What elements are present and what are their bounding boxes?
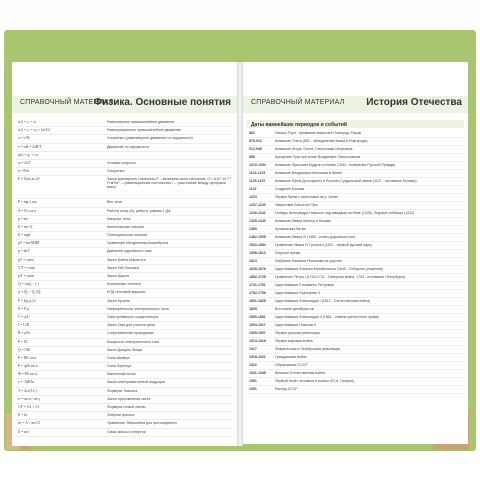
history-row [247, 258, 464, 266]
formula-row [16, 379, 233, 387]
formula-row [16, 396, 233, 404]
formula-description: Равномерное прямолинейное движение [107, 120, 175, 124]
physics-formula-list [16, 119, 233, 437]
history-event: Княжение Ярослава Мудрого в Киеве (1054 - появление Русской Правды) [275, 163, 396, 168]
history-year: 1917 [249, 347, 257, 352]
history-year: 1325-1340 [249, 219, 266, 224]
formula-row [16, 265, 233, 273]
formula-row [16, 330, 233, 338]
history-row [247, 274, 464, 282]
formula-row [16, 144, 233, 152]
formula-row [16, 281, 233, 289]
history-row [247, 346, 464, 354]
formula-row [16, 339, 233, 347]
history-year: 1825 [249, 307, 257, 312]
history-row [247, 378, 464, 386]
history-year: 1741-1761 [249, 283, 266, 288]
formula-row [16, 176, 233, 199]
formula-description: Ускорение (равномерное движение по окружности) [107, 136, 193, 141]
formula-text: p/T = const [18, 274, 35, 278]
history-row [247, 338, 464, 346]
formula-description: Сила Лоренца [107, 364, 132, 369]
formula-description: Сила Ампера [107, 355, 130, 360]
history-row [247, 322, 464, 330]
history-year: 1801-1825 [249, 299, 266, 304]
history-year: 1914-1918 [249, 339, 266, 344]
history-event: Победы Александра Невского над шведами на Неве (1240), Ледовое побоище (1242) [275, 211, 415, 216]
formula-description: Ускорение [107, 169, 125, 174]
history-row [247, 306, 464, 314]
formula-description: Уравнение Менделеева-Клапейрона [107, 241, 169, 246]
history-event: Нашествие Батыя на Русь [275, 203, 318, 208]
formula-text: ε = -ΔΦ/Δt [18, 380, 34, 385]
history-row [247, 290, 464, 298]
formula-row [16, 420, 233, 428]
formula-text: v = ωR = 2πR/T [18, 144, 42, 149]
history-year: 912-945 [249, 147, 262, 152]
formula-text: F = k|q₁q₂|/r² [18, 298, 37, 303]
right-header-label: СПРАВОЧНЫЙ МАТЕРИАЛ [251, 99, 345, 106]
formula-description: Работа силы (А), работа, равная 1 Дж [107, 208, 171, 213]
formula-text: T = 2π√(LC) [18, 388, 37, 393]
formula-row [16, 160, 233, 168]
history-row [247, 234, 464, 242]
history-event: Великая Отечественная война [275, 371, 325, 376]
formula-row [16, 127, 233, 135]
history-event: Февральская и Октябрьская революции [275, 347, 341, 352]
formula-description: Угловая скорость [107, 160, 137, 165]
history-row [247, 138, 464, 146]
history-event: Царствование Александра I (1812 - Отечественная война) [275, 299, 371, 304]
history-event: Гражданская война [275, 355, 307, 360]
history-year: 1922 [249, 363, 257, 368]
history-event: Княжение Владимира Мономаха в Киеве [275, 171, 342, 176]
formula-row [16, 208, 233, 216]
history-row [247, 250, 464, 258]
history-event: Создание Москвы [275, 187, 305, 192]
history-event: Царствование Николая II [275, 323, 316, 328]
history-year: 879-912 [249, 139, 262, 144]
formula-text: p = mv [18, 216, 29, 221]
formula-text: s(t) = s₀ + vt [18, 120, 36, 124]
formula-row [16, 298, 233, 306]
history-row [247, 210, 464, 218]
history-row [247, 370, 464, 378]
formula-description: Давление идеального газа [107, 249, 152, 254]
history-event: Царствование Алексея Михайловича (1649 - Соборное уложение) [275, 267, 383, 272]
formula-description: Закон Бойля-Мариотта [107, 257, 146, 262]
history-year: 1125-1157 [249, 179, 266, 184]
history-year: 1147 [249, 187, 257, 192]
formula-text: V/T = const [18, 265, 36, 270]
history-event: Княжение Игоря, Ольги, Святослава Игоревича [275, 147, 353, 152]
formula-text: A = Fs cos α [18, 208, 37, 213]
history-event: Княжение Олега (882 - объединение Киева и Новгорода) [275, 139, 368, 144]
formula-text: 1/F = 1/d + 1/f [18, 405, 40, 409]
history-year: 1961 [249, 379, 257, 384]
formula-description: Закон Шарля [107, 274, 129, 278]
history-row [247, 266, 464, 274]
formula-description: Закон Гей-Люссака [107, 265, 139, 270]
formula-text: E = hν [18, 413, 28, 418]
formula-text: Q = I²Rt [18, 347, 31, 352]
formula-row [16, 199, 233, 207]
history-event: Распад СССР [275, 387, 298, 392]
history-year: 1113-1125 [249, 171, 266, 176]
formula-description: Сопротивление проводника [107, 331, 154, 336]
formula-text: s(t) = s₀ + v₀t + (at²)/2 [18, 128, 50, 133]
history-row [247, 186, 464, 194]
formula-description: Потенциальная энергия [107, 233, 148, 238]
formula-row [16, 289, 233, 297]
history-year: 1918-1922 [249, 355, 266, 360]
formula-row [16, 216, 233, 224]
history-row [247, 386, 464, 394]
history-row [247, 170, 464, 178]
left-header-label: СПРАВОЧНЫЙ МАТЕРИАЛ [20, 99, 114, 106]
history-event: Образование СССР [275, 363, 308, 368]
history-row [247, 242, 464, 250]
formula-description: Формула тонкой линзы [107, 405, 146, 409]
formula-description: Магнитный поток [107, 372, 136, 377]
history-event: Первая русская революция [275, 331, 320, 336]
formula-text: C = q/U [18, 314, 30, 319]
formula-text: F = G(m₁m₂)/r² [18, 177, 41, 182]
formula-description: Импульс тела [107, 216, 131, 221]
history-row [247, 130, 464, 138]
history-event: Куликовская битва [275, 227, 306, 232]
history-row [247, 298, 464, 306]
formula-row [16, 363, 233, 371]
formula-text: pV = (m/M)RT [18, 241, 40, 246]
formula-row [16, 224, 233, 232]
history-year: 1905-1907 [249, 331, 266, 336]
formula-description: Закон Ома для участка цепи [107, 323, 155, 328]
history-year: 1855-1881 [249, 315, 266, 320]
history-row [247, 218, 464, 226]
formula-row [16, 248, 233, 256]
history-row [247, 194, 464, 202]
formula-text: a = v²/R [18, 136, 30, 141]
formula-description: Мощность электрического тока [107, 339, 160, 344]
section-title-bar [247, 120, 464, 128]
history-event: Княжение Ивана Калиты в Москве [275, 219, 331, 224]
history-row [247, 146, 464, 154]
formula-text: p = nkT [18, 249, 30, 254]
history-row [247, 330, 464, 338]
formula-description: КПД тепловой машины [107, 290, 146, 295]
history-event: Княжение Юрия Долгорукого в Ростово-Суздальской земле (1147 - основание Москвы) [275, 179, 417, 184]
formula-text: E = mgh [18, 233, 31, 238]
formula-text: Q = cm(t₂ - t₁) [18, 282, 39, 287]
formula-description: Закон электромагнитной индукции [107, 380, 165, 385]
background [0, 0, 480, 30]
formula-row [16, 232, 233, 240]
formula-description: Энергия фотона [107, 413, 135, 418]
left-header-title: Физика. Основные понятия [93, 97, 231, 108]
history-event: Избрание Михаила Романова на царство [275, 259, 343, 264]
history-year: 1894-1917 [249, 323, 266, 328]
formula-row [16, 257, 233, 265]
history-year: 1240-1242 [249, 211, 266, 216]
history-year: 1533-1584 [249, 243, 266, 248]
history-year: 1991 [249, 387, 257, 392]
right-page-header [243, 96, 468, 113]
formula-text: η = (Q₁ - Q₂)/Q₁ [18, 290, 42, 295]
history-event: Первая мировая война [275, 339, 313, 344]
history-year: 1462-1505 [249, 235, 266, 240]
formula-text: Φ = BS cos α [18, 372, 38, 377]
formula-row [16, 322, 233, 330]
formula-text: hν = A + mv²/2 [18, 421, 40, 426]
formula-text: F = qvB sin α [18, 364, 38, 369]
formula-text: pV = const [18, 257, 34, 262]
history-year: 1237-1240 [249, 203, 266, 208]
formula-text: P = mg ± ma [18, 200, 37, 205]
formula-row [16, 119, 233, 127]
history-row [247, 226, 464, 234]
formula-description: Электроёмкость конденсатора [107, 314, 159, 319]
section-title: Даты важнейших периодов и событий [251, 121, 347, 128]
history-year: 1380 [249, 227, 257, 232]
right-page [243, 62, 468, 444]
formula-text: ω = 2π/T [18, 160, 31, 165]
history-row [247, 178, 464, 186]
formula-row [16, 152, 233, 160]
history-year: 1019-1054 [249, 163, 266, 168]
formula-row [16, 168, 233, 176]
history-row [247, 162, 464, 170]
formula-description: Вес тела [107, 200, 122, 205]
history-event: Восстание декабристов [275, 307, 314, 312]
formula-row [16, 306, 233, 314]
history-year: 1645-1676 [249, 267, 266, 272]
formula-row [16, 240, 233, 248]
formula-description: Закон Кулона [107, 298, 130, 303]
history-row [247, 362, 464, 370]
formula-text: E = F/q [18, 306, 29, 311]
history-event: Первый полёт человека в космос (Ю.А. Гагарин) [275, 379, 354, 384]
formula-row [16, 404, 233, 412]
formula-row [16, 314, 233, 322]
history-event: Первая битва с монголами на р. Калке [275, 195, 339, 200]
history-event: Правление Ивана IV Грозного (1547 - первый русский царь) [275, 243, 373, 248]
formula-description: Закон всемирного тяготения (F – величина силы тяготения, G = 6,67·10⁻¹¹ Н·м²/кг² – гравитационная постоянная, r – расстояние между центрами масс) [107, 177, 231, 190]
history-event: Царствование Екатерины II [275, 291, 320, 296]
left-page-header [12, 96, 237, 113]
formula-row [16, 429, 233, 437]
formula-text: a = F/m [18, 169, 30, 174]
history-year: 1613 [249, 259, 257, 264]
formula-description: Напряжённость электрического поля [107, 306, 169, 311]
history-year: 1941-1945 [249, 371, 266, 376]
history-year: 988 [249, 155, 255, 160]
history-year: 1682-1725 [249, 275, 266, 280]
formula-description: Связь массы и энергии [107, 429, 146, 434]
formula-text: P = UI [18, 339, 28, 344]
history-year: 862 [249, 131, 255, 136]
formula-description: Закон преломления света [107, 396, 151, 401]
history-year: 1223 [249, 195, 257, 200]
right-header-title: История Отечества [366, 97, 462, 108]
history-row [247, 202, 464, 210]
formula-row [16, 135, 233, 143]
history-year: 1598-1613 [249, 251, 266, 256]
formula-text: R = ρl/S [18, 331, 31, 336]
formula-row [16, 371, 233, 379]
history-event: Правление Петра I (1700-1721 - Северная война, 1703 - основание Петербурга) [275, 275, 405, 280]
left-page [12, 62, 237, 446]
formula-row [16, 388, 233, 396]
history-event: Смутное время [275, 251, 301, 256]
formula-description: Уравнение Эйнштейна для фотоэффекта [107, 421, 177, 426]
history-row [247, 354, 464, 362]
formula-row [16, 347, 233, 355]
formula-description: Кинетическая энергия [107, 224, 144, 229]
history-row [247, 154, 464, 162]
formula-description: Закон Джоуля-Ленца [107, 347, 142, 352]
history-year: 1762-1796 [249, 291, 266, 296]
formula-description: Формула Томсона [107, 388, 138, 393]
formula-text: I = U/R [18, 323, 30, 328]
formula-description: Количество теплоты [107, 282, 142, 287]
formula-text: F = BIl sin α [18, 355, 37, 360]
formula-description: Равноускоренное прямолинейное движение [107, 128, 181, 133]
history-row [247, 314, 464, 322]
history-event: Царствование Александра II (1861 - отмена крепостного права) [275, 315, 379, 320]
formula-description: Движение по окружности [107, 144, 149, 149]
history-event: Начало Руси - призвание варягов в Новгород. Рюрик [275, 131, 362, 136]
history-event: Княжение Ивана III (1480 - конец ордынского ига) [275, 235, 356, 240]
formula-text: E = mv²/2 [18, 224, 33, 229]
formula-row [16, 273, 233, 281]
history-event: Царствование Елизаветы Петровны [275, 283, 335, 288]
history-event: Крещение Руси при князе Владимире Святославиче [275, 155, 361, 160]
formula-row [16, 412, 233, 420]
formula-text: n = sin α / sin γ [18, 396, 41, 401]
formula-text: φ(t) = φ₀ + ωt [18, 152, 38, 157]
history-dates-list [247, 130, 464, 394]
history-row [247, 282, 464, 290]
formula-row [16, 355, 233, 363]
formula-text: E = mc² [18, 429, 30, 434]
